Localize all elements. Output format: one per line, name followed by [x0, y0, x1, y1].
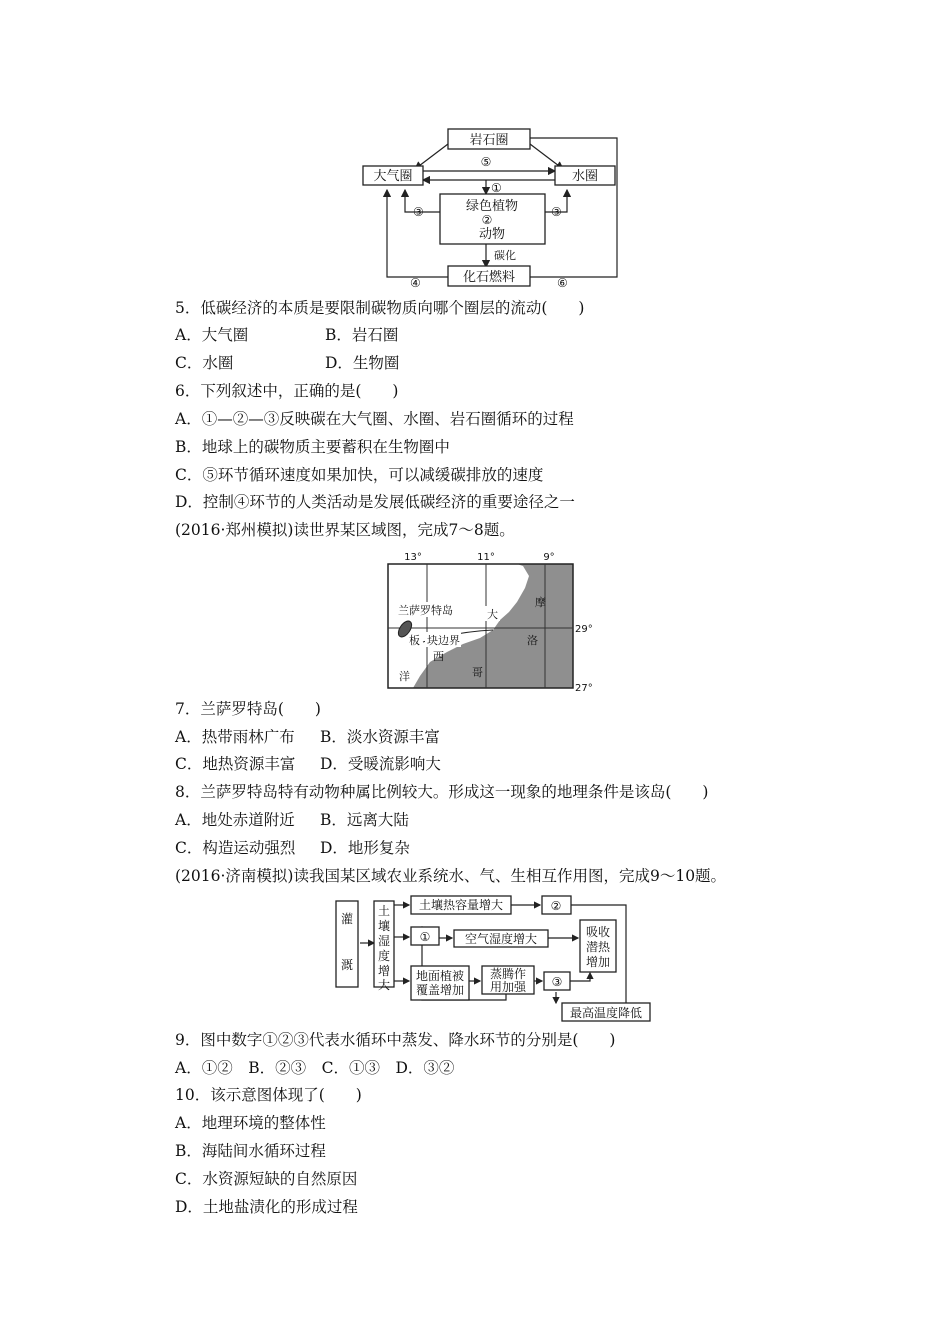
marker-1: ① [491, 181, 502, 195]
q8-option-b: B．远离大陆 [320, 811, 409, 829]
q7-option-c: C．地热资源丰富 [175, 755, 296, 773]
q5-option-b: B．岩石圈 [325, 326, 399, 344]
q6-option-d: D．控制④环节的人类活动是发展低碳经济的重要途径之一 [175, 493, 575, 511]
vegetation-line-1: 地面植被 [415, 969, 465, 983]
q10-option-c: C．水资源短缺的自然原因 [175, 1170, 358, 1188]
carbonize-label: 碳化 [494, 249, 516, 262]
marker-1: ① [419, 930, 431, 944]
q10-stem: 10．该示意图体现了( ) [175, 1086, 362, 1104]
lat-29-label: 29° [575, 624, 593, 635]
map-ge: 哥 [472, 666, 483, 679]
q6-stem: 6．下列叙述中，正确的是( ) [175, 382, 399, 400]
air-humidity-label: 空气湿度增大 [464, 932, 538, 946]
q10-option-d: D．土地盐渍化的形成过程 [175, 1198, 358, 1216]
africa-land [413, 564, 573, 688]
q9-stem: 9．图中数字①②③代表水循环中蒸发、降水环节的分别是( ) [175, 1031, 616, 1049]
transpiration-line-1: 蒸腾作 [489, 967, 527, 981]
q7-option-a: A．热带雨林广布 [175, 728, 295, 746]
marker-2: ② [550, 899, 562, 913]
intro-9-10: (2016·济南模拟)读我国某区域农业系统水、气、生相互作用图，完成9～10题。 [175, 867, 727, 885]
animals-label: 动物 [478, 227, 506, 242]
q5-option-a: A．大气圈 [175, 326, 249, 344]
intro-7-8: (2016·郑州模拟)读世界某区域图，完成7～8题。 [175, 521, 515, 539]
map-xi: 西 [433, 650, 444, 663]
lon-13-label: 13° [404, 552, 422, 563]
map-ban: 板 [409, 634, 420, 647]
soil-char-1: 土 [377, 904, 391, 918]
fossil-fuel-label: 化石燃料 [462, 270, 516, 285]
irrigation-bottom: 溉 [340, 958, 354, 972]
soil-char-2: 壤 [377, 919, 391, 933]
map-da: 大 [487, 608, 498, 621]
lon-9-label: 9° [543, 552, 555, 563]
map-mo: 摩 [535, 596, 546, 609]
heat-capacity-label: 土壤热容量增大 [418, 898, 504, 912]
lon-11-label: 11° [477, 552, 495, 563]
lithosphere-label: 岩石圈 [469, 133, 509, 148]
q6-option-b: B．地球上的碳物质主要蓄积在生物圈中 [175, 438, 450, 456]
map-luo: 洛 [527, 634, 538, 647]
soil-char-4: 度 [377, 949, 391, 963]
q7-option-b: B．淡水资源丰富 [320, 728, 440, 746]
marker-6: ⑥ [557, 276, 568, 288]
latent-line-1: 吸收 [585, 925, 611, 939]
marker-5: ⑤ [480, 155, 492, 169]
hydrosphere-label: 水圈 [571, 169, 599, 184]
plants-label: 绿色植物 [465, 199, 519, 214]
lat-27-label: 27° [575, 683, 593, 692]
q8-option-a: A．地处赤道附近 [175, 811, 295, 829]
q6-option-c: C．⑤环节循环速度如果加快，可以减缓碳排放的速度 [175, 466, 544, 484]
latent-line-2: 潜热 [585, 940, 611, 954]
q8-option-d: D．地形复杂 [320, 839, 410, 857]
atmosphere-label: 大气圈 [373, 169, 413, 184]
q5-option-d: D．生物圈 [325, 354, 400, 372]
region-map [385, 550, 600, 692]
soil-char-5: 增 [377, 964, 391, 978]
q8-stem: 8．兰萨罗特岛特有动物种属比例较大。形成这一现象的地理条件是该岛( ) [175, 783, 709, 801]
marker-3-right: ③ [551, 205, 562, 219]
q9-options: A．①② B．②③ C．①③ D．③② [175, 1059, 455, 1077]
carbon-cycle-diagram [355, 122, 625, 288]
q10-option-b: B．海陆间水循环过程 [175, 1142, 326, 1160]
marker-4: ④ [410, 276, 421, 288]
map-yang: 洋 [399, 670, 410, 683]
q8-option-c: C．构造运动强烈 [175, 839, 296, 857]
soil-char-3: 湿 [377, 934, 391, 948]
vegetation-line-2: 覆盖增加 [415, 983, 465, 997]
island-label: 兰萨罗特岛 [398, 604, 453, 617]
q6-option-a: A．①—②—③反映碳在大气圈、水圈、岩石圈循环的过程 [175, 410, 574, 428]
transpiration-line-2: 用加强 [489, 980, 527, 994]
soil-char-6: 大 [377, 978, 391, 992]
marker-3: ③ [551, 975, 563, 989]
marker-3-left: ③ [413, 205, 424, 219]
latent-line-3: 增加 [585, 955, 611, 969]
irrigation-top: 灌 [340, 912, 354, 926]
q7-stem: 7．兰萨罗特岛( ) [175, 700, 321, 718]
q5-stem: 5．低碳经济的本质是要限制碳物质向哪个圈层的流动( ) [175, 299, 585, 317]
agri-system-diagram [334, 893, 652, 1023]
q10-option-a: A．地理环境的整体性 [175, 1114, 326, 1132]
q5-option-c: C．水圈 [175, 354, 234, 372]
plate-boundary-label: 块边界 [427, 634, 460, 647]
marker-2: ② [481, 213, 493, 227]
q7-option-d: D．受暖流影响大 [320, 755, 441, 773]
max-temp-label: 最高温度降低 [569, 1006, 643, 1020]
